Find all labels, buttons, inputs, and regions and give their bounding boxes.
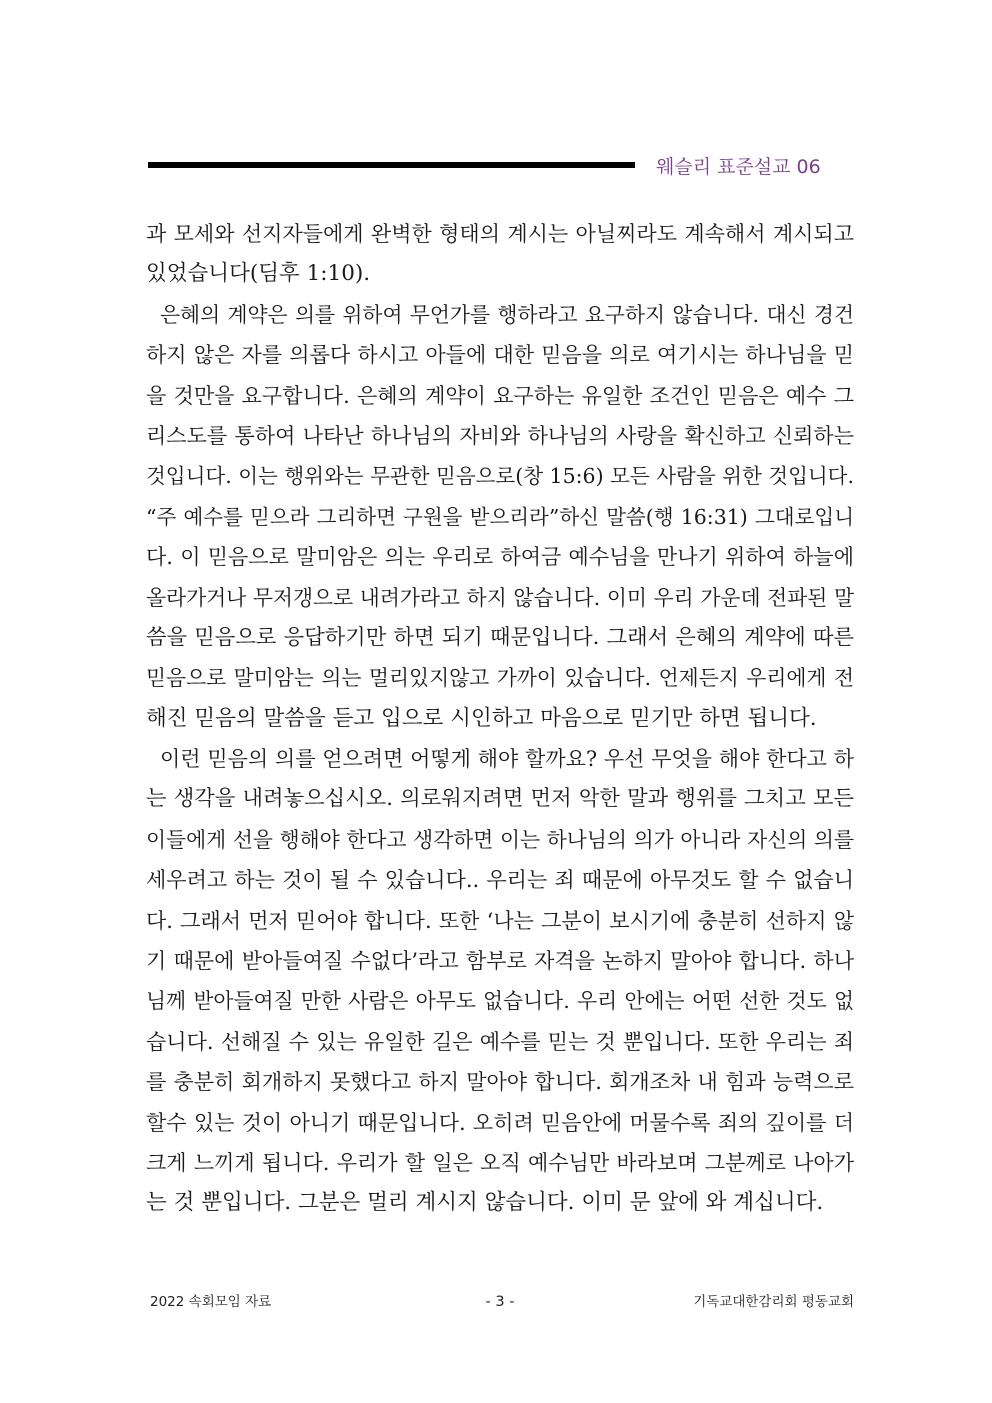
page-number: - 3 - xyxy=(485,1294,515,1310)
body-line: 과 모세와 선지자들에게 완벽한 형태의 계시는 아닐찌라도 계속해서 계시되고 xyxy=(146,222,854,246)
body-line: 습니다. 선해질 수 있는 유일한 길은 예수를 믿는 것 뿐입니다. 또한 우리는 죄 xyxy=(146,1029,854,1054)
header-title: 웨슬리 표준설교 06 xyxy=(656,156,821,178)
header-rule xyxy=(148,162,635,168)
body-line: 다. 이 믿음으로 말미암은 의는 우리로 하여금 예수님을 만나기 위하여 하늘에 xyxy=(146,545,854,570)
body-line: 씀을 믿음으로 응답하기만 하면 되기 때문입니다. 그래서 은혜의 계약에 따른 xyxy=(146,624,854,650)
body-line: 믿음으로 말미암는 의는 멀리있지않고 가까이 있습니다. 언제든지 우리에게 전 xyxy=(146,666,854,691)
body-line: 를 충분히 회개하지 못했다고 하지 말아야 합니다. 회개조차 내 힘과 능력으로 xyxy=(146,1070,854,1095)
body-line: 크게 느끼게 됩니다. 우리가 할 일은 오직 예수님만 바라보며 그분께로 나아가 xyxy=(146,1150,854,1175)
body-line: 는 생각을 내려놓으십시오. 의로워지려면 먼저 악한 말과 행위를 그치고 모든 xyxy=(146,786,854,812)
body-line: 는 것 뿐입니다. 그분은 멀리 계시지 않습니다. 이미 문 앞에 와 계십니다. xyxy=(146,1190,824,1216)
body-line: 리스도를 통하여 나타난 하나님의 자비와 하나님의 사랑을 확신하고 신뢰하는 xyxy=(146,423,854,448)
body-line: 이런 믿음의 의를 얻으려면 어떻게 해야 할까요? 우선 무엇을 해야 한다고 하 xyxy=(160,747,854,772)
body-line: 세우려고 하는 것이 될 수 있습니다.. 우리는 죄 때문에 아무것도 할 수 없습니 xyxy=(146,868,854,893)
body-line: 하지 않은 자를 의롭다 하시고 아들에 대한 믿음을 의로 여기시는 하나님을 믿 xyxy=(146,343,854,368)
body-line: 것입니다. 이는 행위와는 무관한 믿음으로(창 15:6) 모든 사람을 위한 것입니다. xyxy=(146,464,854,489)
body-line: 있었습니다(딤후 1:10). xyxy=(146,261,371,287)
body-line: 올라가거나 무저갱으로 내려가라고 하지 않습니다. 이미 우리 가운데 전파된 말 xyxy=(146,585,854,610)
body-line: “주 예수를 믿으라 그리하면 구원을 받으리라”하신 말씀(행 16:31) 그대로입니 xyxy=(146,504,854,529)
body-text xyxy=(146,214,854,1224)
body-line: 해진 믿음의 말씀을 듣고 입으로 시인하고 마음으로 믿기만 하면 됩니다. xyxy=(146,705,817,731)
footer-left-text: 2022 속회모임 자료 xyxy=(150,1294,272,1310)
footer-right-text: 기독교대한감리회 평동교회 xyxy=(693,1294,854,1310)
body-line: 이들에게 선을 행해야 한다고 생각하면 이는 하나님의 의가 아니라 자신의 의를 xyxy=(146,827,854,852)
body-line: 다. 그래서 먼저 믿어야 합니다. 또한 ‘나는 그분이 보시기에 충분히 선하지 않 xyxy=(146,908,854,933)
body-line: 은혜의 계약은 의를 위하여 무언가를 행하라고 요구하지 않습니다. 대신 경건 xyxy=(160,302,854,327)
body-line: 님께 받아들여질 만한 사람은 아무도 없습니다. 우리 안에는 어떤 선한 것도 없 xyxy=(146,989,854,1014)
body-line: 할수 있는 것이 아니기 때문입니다. 오히려 믿음안에 머물수록 죄의 깊이를 더 xyxy=(146,1110,854,1135)
body-line: 을 것만을 요구합니다. 은혜의 계약이 요구하는 유일한 조건인 믿음은 예수 그 xyxy=(146,383,854,408)
body-line: 기 때문에 받아들여질 수없다’라고 함부로 자격을 논하지 말아야 합니다. 하나 xyxy=(146,949,854,974)
